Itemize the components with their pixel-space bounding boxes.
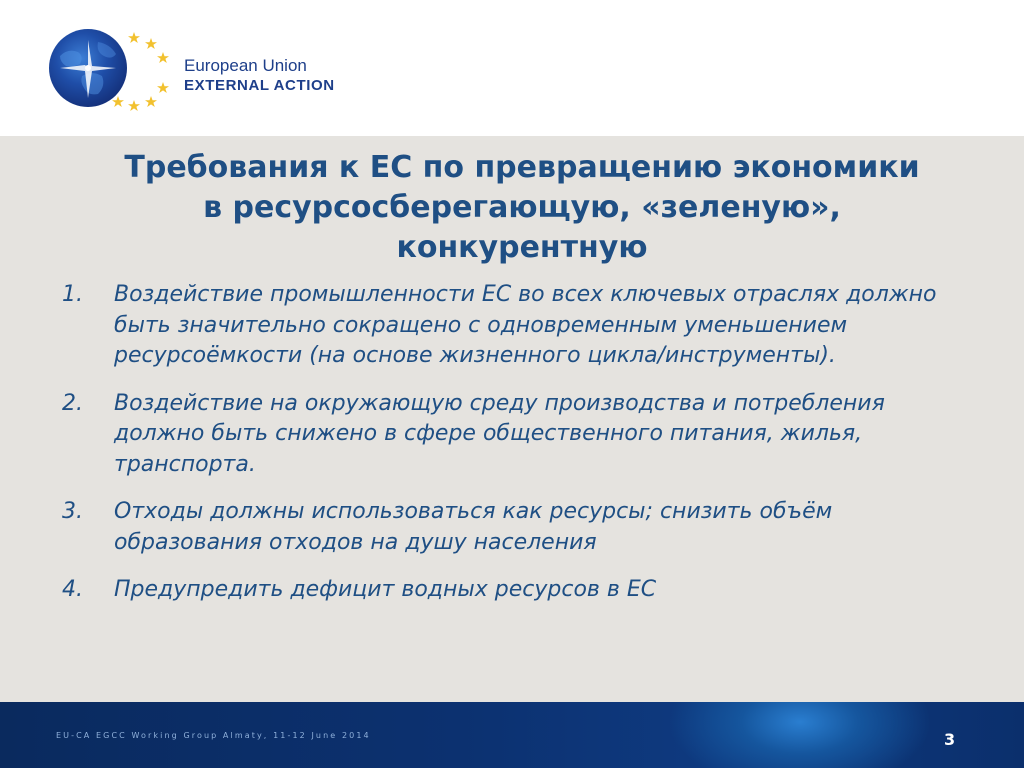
list-item-number: 2. xyxy=(62,390,83,416)
logo-text-european-union: European Union xyxy=(184,56,307,75)
slide-header xyxy=(0,0,1024,136)
list-item-text: Предупредить дефицит водных ресурсов в ЕС xyxy=(114,577,657,602)
list-item xyxy=(62,280,982,372)
slide-title-line: в ресурсосберегающую, «зеленую», xyxy=(203,190,841,225)
slide-title xyxy=(44,148,1000,268)
list-item-number: 4. xyxy=(62,577,83,602)
list-item xyxy=(62,497,982,558)
slide-footer xyxy=(0,702,1024,768)
list-item-number: 1. xyxy=(62,282,83,307)
page-number: 3 xyxy=(944,730,956,749)
list-item-text: Воздействие промышленности ЕС во всех ключевых отраслях должно быть значительно сокращено с одновременным уменьшением ресурсоёмкости (на основе жизненного цикла/инструменты). xyxy=(114,282,937,368)
list-item-text: Воздействие на окружающую среду производства и потребления должно быть снижено в сфере общественного питания, жилья, транспорта. xyxy=(114,390,885,477)
requirements-list xyxy=(62,280,982,623)
list-item-number: 3. xyxy=(62,499,83,524)
eu-globe-stars-icon xyxy=(48,26,178,114)
list-item xyxy=(62,389,982,481)
slide-title-line: конкурентную xyxy=(396,230,648,265)
list-item-text: Отходы должны использоваться как ресурсы; снизить объём образования отходов на душу населения xyxy=(114,499,833,555)
logo-text-external-action: EXTERNAL ACTION xyxy=(184,77,335,94)
footer-caption: EU-CA EGCC Working Group Almaty, 11-12 June 2014 xyxy=(56,731,371,740)
list-item xyxy=(62,575,982,606)
eu-external-action-logo xyxy=(44,22,374,114)
slide-title-line: Требования к ЕС по превращению экономики xyxy=(124,150,920,185)
